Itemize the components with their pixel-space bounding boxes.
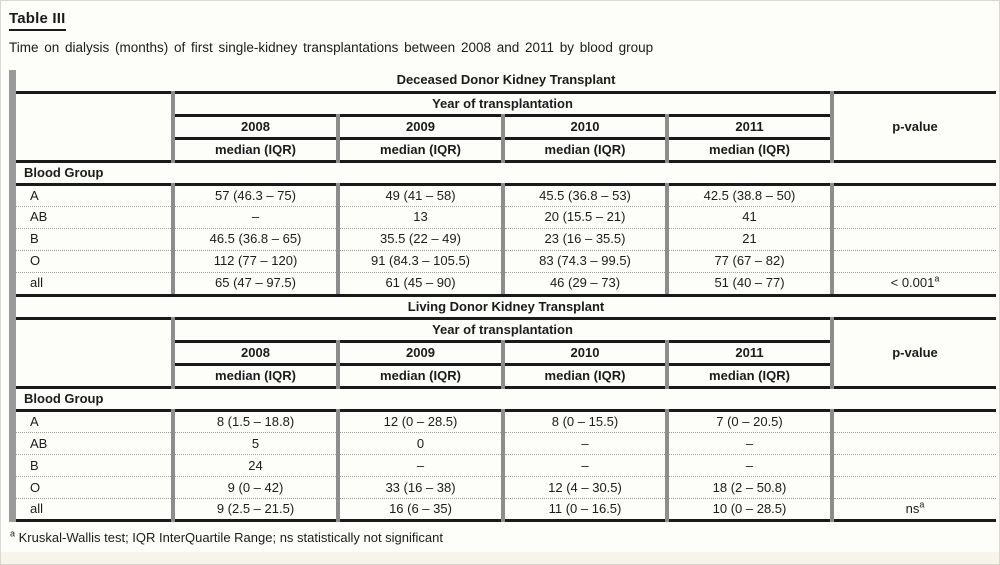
pvalue-cell [832, 184, 996, 206]
value-cell: 23 (16 – 35.5) [503, 228, 667, 250]
blood-group-header-row [16, 161, 996, 184]
value-cell: 0 [338, 433, 503, 455]
table-row [16, 184, 996, 206]
table-row [16, 477, 996, 499]
value-cell: 33 (16 – 38) [338, 477, 503, 499]
year-header: 2009 [338, 342, 503, 365]
measure-header: median (IQR) [338, 138, 503, 161]
blood-group-header: Blood Group [16, 388, 996, 411]
year-group-header: Year of transplantation [173, 319, 832, 342]
pvalue-column-header: p-value [832, 319, 996, 388]
table-row [16, 411, 996, 433]
deceased-donor-table [16, 70, 996, 294]
table-row [16, 455, 996, 477]
pvalue-cell: $ns^a$ [832, 499, 996, 521]
year-header: 2008 [173, 342, 338, 365]
pvalue-cell [832, 411, 996, 433]
footnote [9, 530, 994, 545]
table-row [16, 250, 996, 272]
value-cell: – [173, 206, 338, 228]
pvalue-cell [832, 228, 996, 250]
value-cell: 41 [667, 206, 832, 228]
value-cell: 13 [338, 206, 503, 228]
blood-group-header-row [16, 388, 996, 411]
value-cell: 20 (15.5 – 21) [503, 206, 667, 228]
value-cell: 9 (0 – 42) [173, 477, 338, 499]
blood-group-label: B [16, 228, 173, 250]
year-header: 2010 [503, 342, 667, 365]
value-cell: 49 (41 – 58) [338, 184, 503, 206]
value-cell: – [667, 433, 832, 455]
value-cell: 5 [173, 433, 338, 455]
value-cell: – [503, 433, 667, 455]
table-label: Table III [9, 10, 66, 31]
value-cell: 24 [173, 455, 338, 477]
year-header: 2008 [173, 115, 338, 138]
value-cell: 45.5 (36.8 – 53) [503, 184, 667, 206]
value-cell: 12 (0 – 28.5) [338, 411, 503, 433]
table-row [16, 228, 996, 250]
value-cell: 18 (2 – 50.8) [667, 477, 832, 499]
pvalue-cell [832, 250, 996, 272]
section-title: Living Donor Kidney Transplant [16, 296, 996, 319]
table-row [16, 433, 996, 455]
measure-header: median (IQR) [338, 365, 503, 388]
value-cell: 83 (74.3 – 99.5) [503, 250, 667, 272]
blood-group-label: AB [16, 433, 173, 455]
value-cell: 12 (4 – 30.5) [503, 477, 667, 499]
pvalue-cell [832, 455, 996, 477]
value-cell: – [667, 455, 832, 477]
value-cell: 21 [667, 228, 832, 250]
blood-group-label: A [30, 414, 39, 429]
value-cell: 46.5 (36.8 – 65) [173, 228, 338, 250]
footnote-text: Kruskal-Wallis test; IQR InterQuartile Range; ns statistically not significant [18, 530, 443, 545]
year-header: 2010 [503, 115, 667, 138]
year-group-row [16, 319, 996, 342]
year-header: 2009 [338, 115, 503, 138]
value-cell: 112 (77 – 120) [173, 250, 338, 272]
value-cell: – [338, 455, 503, 477]
section-title-row [16, 296, 996, 319]
value-cell: 7 (0 – 20.5) [667, 411, 832, 433]
value-cell: 16 (6 – 35) [338, 499, 503, 521]
blood-group-header: Blood Group [16, 161, 996, 184]
value-cell: 9 (2.5 – 21.5) [173, 499, 338, 521]
pvalue-cell [832, 206, 996, 228]
value-cell: 11 (0 – 16.5) [503, 499, 667, 521]
year-group-header: Year of transplantation [173, 92, 832, 115]
pvalue-cell [832, 433, 996, 455]
measure-header: median (IQR) [215, 368, 296, 383]
value-cell: 8 (1.5 – 18.8) [173, 411, 338, 433]
value-cell: 42.5 (38.8 – 50) [667, 184, 832, 206]
measure-header: median (IQR) [667, 365, 832, 388]
measure-header: median (IQR) [215, 141, 296, 157]
table-row [16, 499, 996, 521]
blood-group-label: B [16, 455, 173, 477]
value-cell: – [503, 455, 667, 477]
year-header: 2011 [667, 342, 832, 365]
blood-group-label: A [30, 187, 39, 203]
value-cell: 57 (46.3 – 75) [173, 184, 338, 206]
measure-header: median (IQR) [503, 365, 667, 388]
value-cell: 35.5 (22 – 49) [338, 228, 503, 250]
value-cell: 91 (84.3 – 105.5) [338, 250, 503, 272]
pvalue-cell [832, 477, 996, 499]
value-cell: 65 (47 – 97.5) [173, 272, 338, 294]
blood-group-label: O [16, 477, 173, 499]
table-row [16, 272, 996, 294]
table-row [16, 206, 996, 228]
value-cell: 46 (29 – 73) [503, 272, 667, 294]
living-donor-table [16, 294, 996, 522]
stub-cell [16, 319, 173, 388]
pvalue-column-header: p-value [832, 92, 996, 161]
value-cell: 10 (0 – 28.5) [667, 499, 832, 521]
year-group-row [16, 92, 996, 115]
year-header: 2011 [667, 115, 832, 138]
blood-group-label: all [16, 272, 173, 294]
value-cell: 61 (45 – 90) [338, 272, 503, 294]
footnote-marker: a [10, 528, 16, 539]
table-caption: Time on dialysis (months) of first single-kidney transplantations between 2008 and 2011 by blood group [9, 40, 654, 55]
stub-cell [16, 92, 173, 161]
measure-header: median (IQR) [503, 138, 667, 161]
blood-group-label: all [16, 499, 173, 521]
table-container [9, 70, 996, 522]
measure-header: median (IQR) [667, 138, 832, 161]
page-bottom-edge [1, 552, 999, 564]
value-cell: 77 (67 – 82) [667, 250, 832, 272]
section-title-row [16, 70, 996, 92]
section-title: Deceased Donor Kidney Transplant [16, 70, 996, 92]
value-cell: 8 (0 – 15.5) [503, 411, 667, 433]
value-cell: 51 (40 – 77) [667, 272, 832, 294]
blood-group-label: O [16, 250, 173, 272]
pvalue-cell: < 0.001$^a$ [832, 272, 996, 294]
blood-group-label: AB [16, 206, 173, 228]
